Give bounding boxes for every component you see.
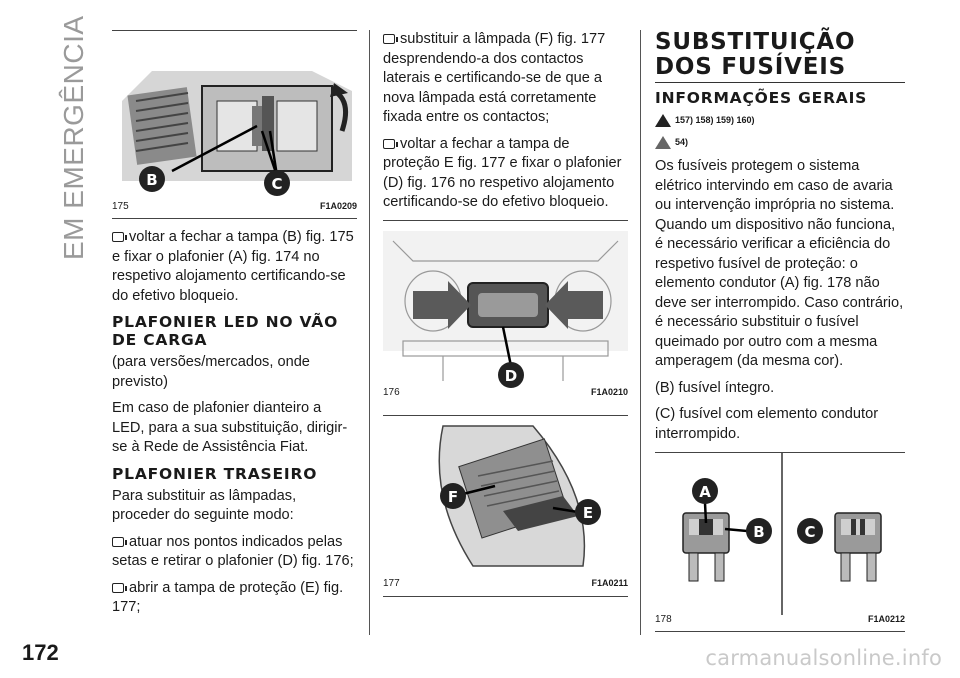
heading-substituicao-fusiveis: SUBSTITUIÇÃO DOS FUSÍVEIS — [655, 30, 905, 83]
paragraph: (para versões/mercados, onde previsto) — [112, 354, 310, 390]
paragraph: (C) fusível com elemento condutor interrompido. — [655, 406, 879, 442]
page-number: 172 — [22, 640, 59, 665]
paragraph: (B) fusível íntegro. — [655, 379, 775, 396]
bullet-item — [112, 228, 357, 306]
fig178-label-c: C — [804, 523, 816, 541]
figure-178 — [655, 452, 905, 631]
fig176-illustration — [383, 221, 628, 389]
warning-triangle-icon — [655, 114, 671, 127]
caution-triangle-icon — [655, 136, 671, 149]
fig175-label-c: C — [271, 175, 283, 193]
watermark: carmanualsonline.info — [705, 646, 942, 670]
figure-bottom-rule — [655, 631, 905, 632]
bullet-item — [112, 579, 357, 618]
fig178-illustration — [655, 453, 905, 615]
figure-code: F1A0211 — [591, 578, 628, 588]
bullet-text: voltar a fechar a tampa de proteção E fig. 177 e fixar o plafonier (D) fig. 176 no respetivo alojamento certificando-se do efetivo bloqueio. — [383, 135, 622, 210]
figure-177 — [383, 415, 628, 596]
checkbox-bullet-icon — [112, 537, 124, 547]
figure-175 — [112, 30, 357, 218]
figure-number: 177 — [383, 578, 400, 589]
figure-code: F1A0212 — [867, 613, 905, 624]
bullet-text: abrir a tampa de proteção (E) fig. 177; — [112, 579, 344, 615]
paragraph: Para substituir as lâmpadas, proceder do seguinte modo: — [112, 487, 297, 523]
caution-refs — [655, 133, 905, 153]
section-title: EM EMERGÊNCIA — [58, 15, 89, 260]
heading-informacoes-gerais: INFORMAÇÕES GERAIS — [655, 89, 868, 107]
checkbox-bullet-icon — [383, 139, 395, 149]
paragraph: Em caso de plafonier dianteiro a LED, para a sua substituição, dirigir-se à Rede de Assistência Fiat. — [112, 400, 348, 455]
column-divider — [640, 30, 641, 635]
heading-plafonier-traseiro: PLAFONIER TRASEIRO — [112, 464, 318, 483]
column-2 — [383, 30, 628, 597]
caution-refs-text: 54) — [675, 136, 689, 147]
bullet-text: substituir a lâmpada (F) fig. 177 desprendendo-a dos contactos laterais e certificando-se de que a nova lâmpada está corretamente fixada entre os contactos; — [383, 31, 606, 125]
column-1 — [112, 30, 357, 625]
checkbox-bullet-icon — [112, 583, 124, 593]
fig177-label-f: F — [447, 487, 459, 506]
fig175-illustration — [112, 31, 357, 203]
bullet-text: voltar a fechar a tampa (B) fig. 175 e fixar o plafonier (A) fig. 174 no respetivo alojamento certificando-se do efetivo bloqueio. — [112, 229, 354, 304]
bullet-item — [112, 533, 357, 572]
fig177-illustration — [383, 416, 628, 581]
bullet-text: atuar nos pontos indicados pelas setas e retirar o plafonier (D) fig. 176; — [112, 533, 354, 569]
fig178-label-b: B — [753, 523, 765, 541]
figure-code: F1A0210 — [590, 387, 628, 397]
warning-refs-text: 157) 158) 159) 160) — [675, 115, 755, 125]
checkbox-bullet-icon — [112, 232, 124, 242]
column-divider — [369, 30, 370, 635]
figure-176 — [383, 220, 628, 405]
figure-bottom-rule — [383, 596, 628, 597]
paragraph: Os fusíveis protegem o sistema elétrico intervindo em caso de avaria ou intervenção imprópria no sistema. Quando um dispositivo não funciona, é necessário verificar a eficiência do respetivo fusível de proteção: o elemento condutor (A) fig. 178 não deve ser interrompido. Caso contrário, é necessário substituir o fusível queimado por outro com a mesma amperagem (da mesma cor). — [655, 158, 904, 369]
figure-number: 176 — [383, 387, 400, 398]
section-side-tab — [18, 15, 89, 260]
warning-refs — [655, 111, 905, 131]
heading-plafonier-led: PLAFONIER LED NO VÃO DE CARGA — [112, 313, 339, 349]
checkbox-bullet-icon — [383, 34, 395, 44]
fig178-label-a: A — [699, 483, 711, 501]
bullet-item — [383, 135, 628, 213]
figure-number: 178 — [655, 613, 672, 625]
figure-code: F1A0209 — [319, 200, 357, 211]
figure-number: 175 — [112, 200, 129, 212]
fig177-label-e: E — [582, 503, 594, 522]
figure-bottom-rule — [112, 218, 357, 219]
fig176-label-d: D — [504, 366, 518, 385]
bullet-item — [383, 30, 628, 128]
fig175-label-b: B — [146, 171, 158, 189]
column-3 — [655, 30, 905, 632]
